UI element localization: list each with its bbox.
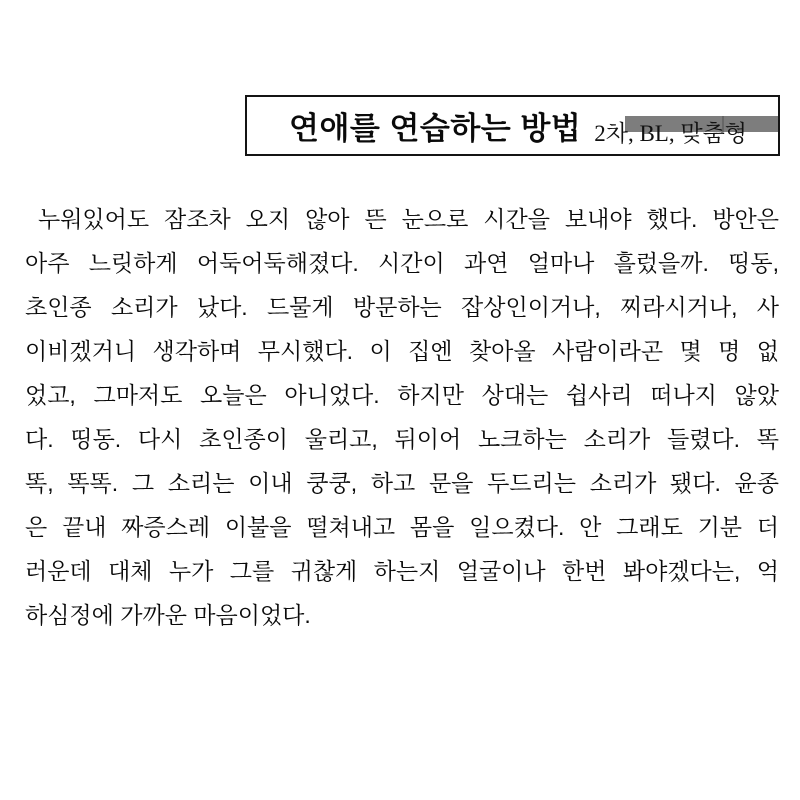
text-line: 누워있어도 잠조차 오지 않아 뜬 눈으로 시간을 보내야 했다. 방안은 — [38, 206, 779, 232]
text-line: 초인종 소리가 났다. 드물게 방문하는 잡상인이거나, 찌라시거나, 사 — [25, 294, 779, 320]
text-line: 었고, 그마저도 오늘은 아니었다. 하지만 상대는 쉽사리 떠나지 않았 — [25, 382, 779, 408]
title-box-content — [247, 97, 778, 154]
text-line: 이비겠거니 생각하며 무시했다. 이 집엔 찾아올 사람이라곤 몇 명 없 — [25, 338, 779, 364]
text-line: 은 끝내 짜증스레 이불을 떨쳐내고 몸을 일으켰다. 안 그래도 기분 더 — [25, 514, 779, 540]
text-line: 러운데 대체 누가 그를 귀찮게 하는지 얼굴이나 한번 봐야겠다는, 억 — [25, 558, 779, 584]
text-line: 똑, 똑똑. 그 소리는 이내 쿵쿵, 하고 문을 두드리는 소리가 됐다. 윤종 — [25, 470, 779, 496]
page-title: 연애를 연습하는 방법 — [289, 111, 582, 146]
title-subtitle: 2차, BL, 맞춤형 — [594, 121, 748, 146]
body-paragraph — [25, 197, 779, 637]
text-line: 다. 띵동. 다시 초인종이 울리고, 뒤이어 노크하는 소리가 들렸다. 똑 — [25, 426, 779, 452]
text-line: 하심정에 가까운 마음이었다. — [25, 602, 311, 628]
title-box — [245, 95, 780, 156]
text-line: 아주 느릿하게 어둑어둑해졌다. 시간이 과연 얼마나 흘렀을까. 띵동, — [25, 250, 779, 276]
